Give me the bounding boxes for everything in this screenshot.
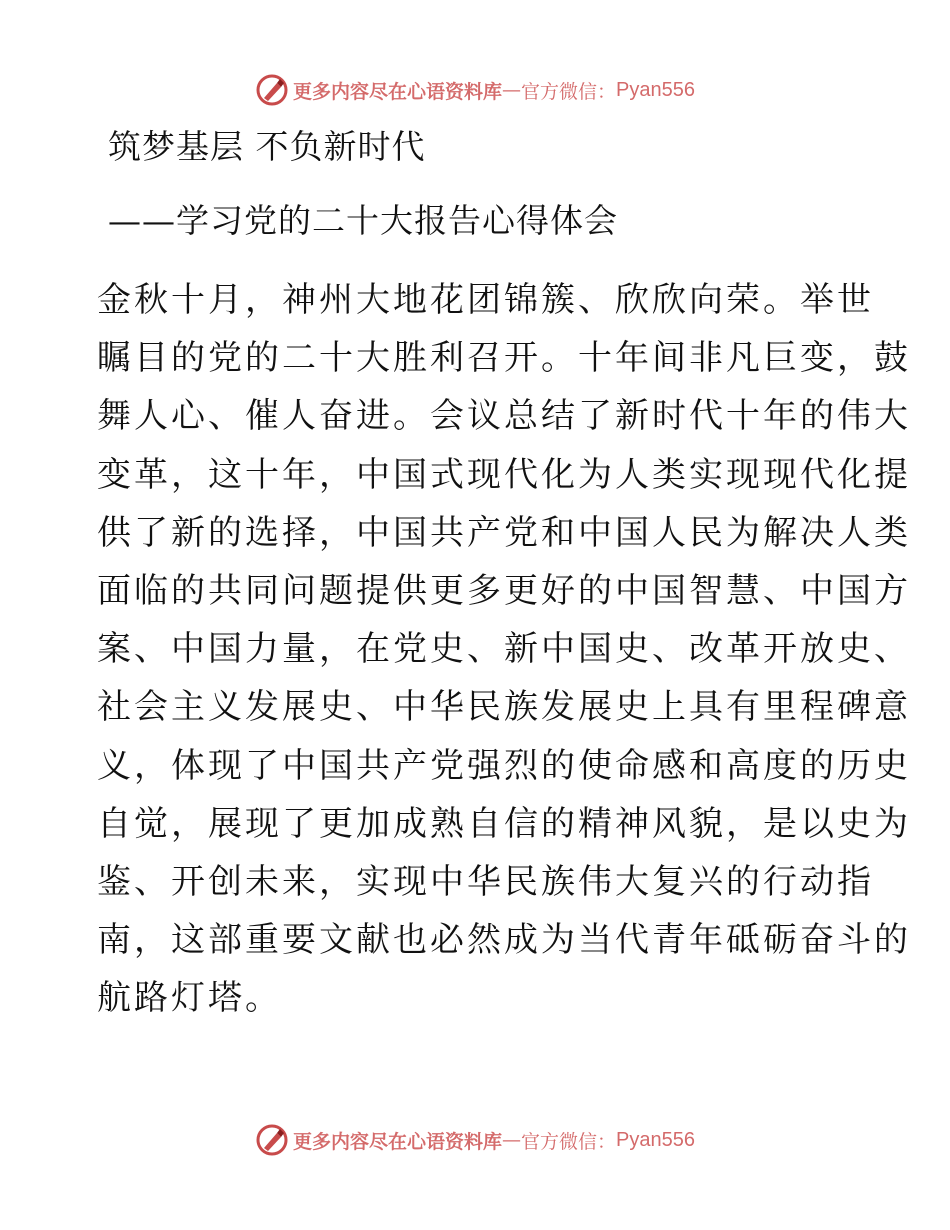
pen-seal-logo-icon — [255, 1123, 289, 1157]
paragraph-line: 舞人心、催人奋进。会议总结了新时代十年的伟大 — [97, 396, 911, 437]
paragraph-line: 航路灯塔。 — [97, 978, 282, 1019]
watermark-text: 更多内容尽在心语资料库 — [293, 1130, 503, 1153]
watermark-separator: — — [502, 79, 522, 101]
pen-seal-logo-icon — [255, 73, 289, 107]
document-title: 筑梦基层 不负新时代 — [108, 127, 426, 166]
body-paragraph — [97, 271, 911, 1027]
paragraph-line: 供了新的选择，中国共产党和中国人民为解决人类 — [97, 512, 911, 553]
paragraph-line: 南，这部重要文献也必然成为当代青年砥砺奋斗的 — [97, 920, 911, 961]
paragraph-line: 变革，这十年，中国式现代化为人类实现现代化提 — [97, 454, 911, 495]
footer-watermark — [0, 1120, 950, 1160]
watermark-separator: — — [502, 1129, 522, 1151]
paragraph-line: 案、中国力量，在党史、新中国史、改革开放史、 — [97, 629, 911, 670]
document-subtitle: ——学习党的二十大报告心得体会 — [108, 201, 618, 240]
paragraph-line: 面临的共同问题提供更多更好的中国智慧、中国方 — [97, 570, 911, 611]
paragraph-line: 自觉，展现了更加成熟自信的精神风貌，是以史为 — [97, 803, 911, 844]
paragraph-line: 社会主义发展史、中华民族发展史上具有里程碑意 — [97, 687, 911, 728]
watermark-text: 更多内容尽在心语资料库 — [293, 80, 503, 103]
watermark-wechat-id: Pyan556 — [616, 78, 695, 101]
watermark-wechat-id: Pyan556 — [616, 1128, 695, 1151]
paragraph-line: 义，体现了中国共产党强烈的使命感和高度的历史 — [97, 745, 911, 786]
paragraph-line: 鉴、开创未来，实现中华民族伟大复兴的行动指 — [97, 861, 874, 902]
paragraph-line: 瞩目的党的二十大胜利召开。十年间非凡巨变，鼓 — [97, 338, 911, 379]
watermark-wechat-label: 官方微信： — [521, 1130, 617, 1153]
paragraph-line: 金秋十月，神州大地花团锦簇、欣欣向荣。举世 — [97, 280, 874, 320]
header-watermark — [0, 70, 950, 110]
watermark-wechat-label: 官方微信： — [521, 80, 617, 103]
